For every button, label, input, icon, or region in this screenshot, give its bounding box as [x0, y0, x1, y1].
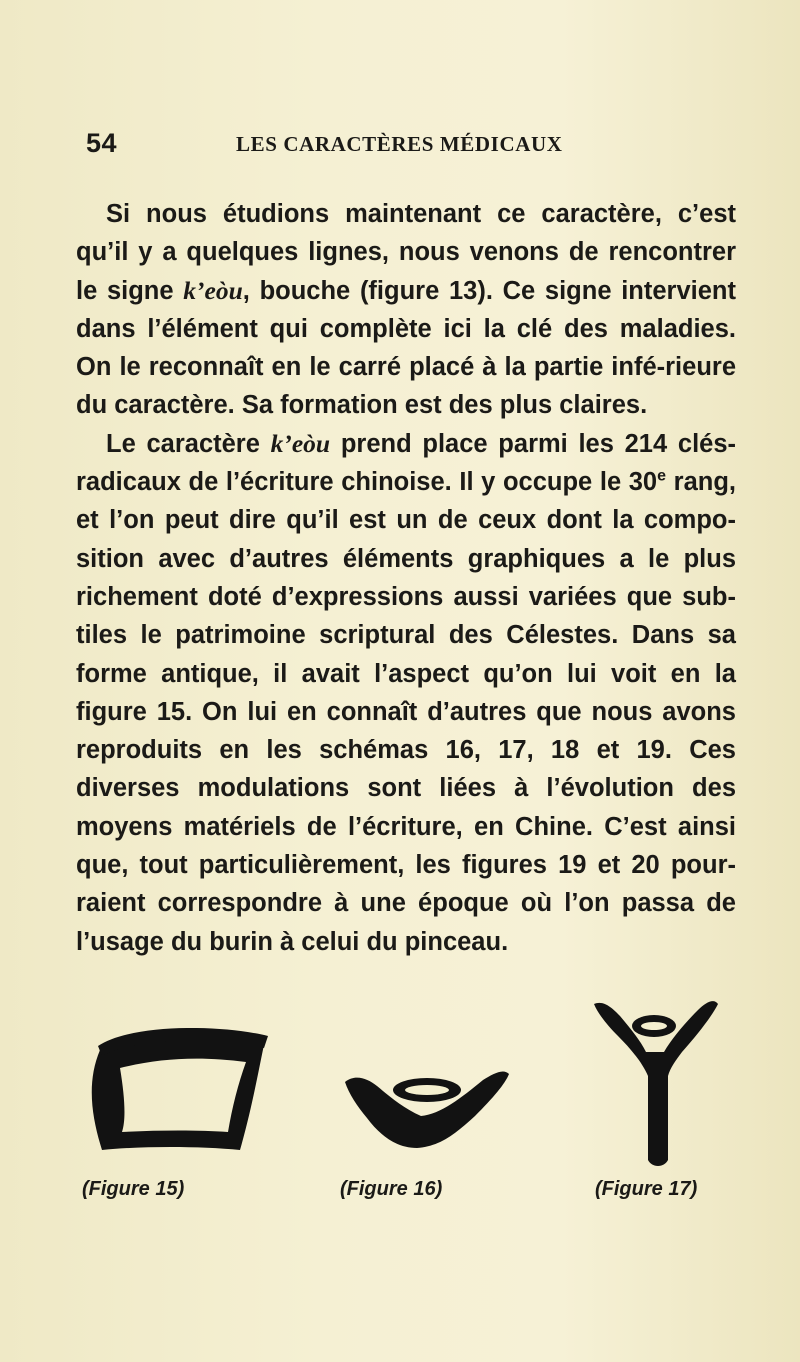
figure-15	[80, 1028, 270, 1156]
term-keou: k’eòu	[183, 275, 243, 305]
glyph-kou-fig15-icon	[80, 1028, 270, 1156]
paragraph-2-part-a: Le caractère	[106, 429, 271, 458]
paragraph-2-part-c: rang, et l’on peut dire qu’il est un de ceux dont la compo-sition avec d’autres éléments graphiques a le plus richement doté d’expressions aussi variées que sub-tiles le patrimoine scriptural des Célestes. Dans sa forme antique, il avait l’aspect qu’on lui voit en la figure 15. On lui en connaît d’autres que nous avons reproduits en les schémas 16, 17, 18 et 19. Ces diverses modulations sont liées à l’évolution des moyens matériels de l’écriture, en Chine. C’est ainsi que, tout particulièrement, les figures 19 et 20 pour-raient correspondre à une époque où l’on passa de l’usage du burin à celui du pinceau.	[76, 468, 736, 956]
ordinal-suffix: e	[657, 467, 667, 485]
term-keou: k’eòu	[270, 428, 331, 458]
glyph-kou-fig17-icon	[590, 1000, 720, 1170]
paragraph-1	[76, 195, 736, 425]
figure-16-caption: (Figure 16)	[340, 1178, 443, 1200]
page-number: 54	[86, 128, 118, 158]
figure-16	[343, 1068, 513, 1158]
figures-row	[80, 1000, 740, 1200]
paragraph-1-part-a: Si nous étudions maintenant ce caractère, c’est qu’il y a quelques lignes, nous venons de rencontrer le signe	[76, 200, 736, 305]
page-header	[86, 128, 746, 162]
paragraph-2-part-b: prend place parmi les 214 clés-radicaux de l’écriture chinoise. Il y occupe le 30	[76, 429, 737, 497]
paragraph-1-part-b: , bouche (figure 13). Ce signe intervient dans l’élément qui complète ici la clé des maladies. On le reconnaît en le carré placé à la partie infé-rieure du caractère. Sa formation est des plus claires.	[76, 276, 736, 420]
glyph-kou-fig16-icon	[343, 1068, 513, 1158]
figure-17	[590, 1000, 720, 1170]
figure-17-caption: (Figure 17)	[595, 1178, 698, 1200]
figure-15-caption: (Figure 15)	[82, 1178, 185, 1200]
running-head: LES CARACTÈRES MÉDICAUX	[236, 132, 563, 156]
paragraph-2	[76, 425, 736, 961]
body-text	[76, 195, 736, 961]
